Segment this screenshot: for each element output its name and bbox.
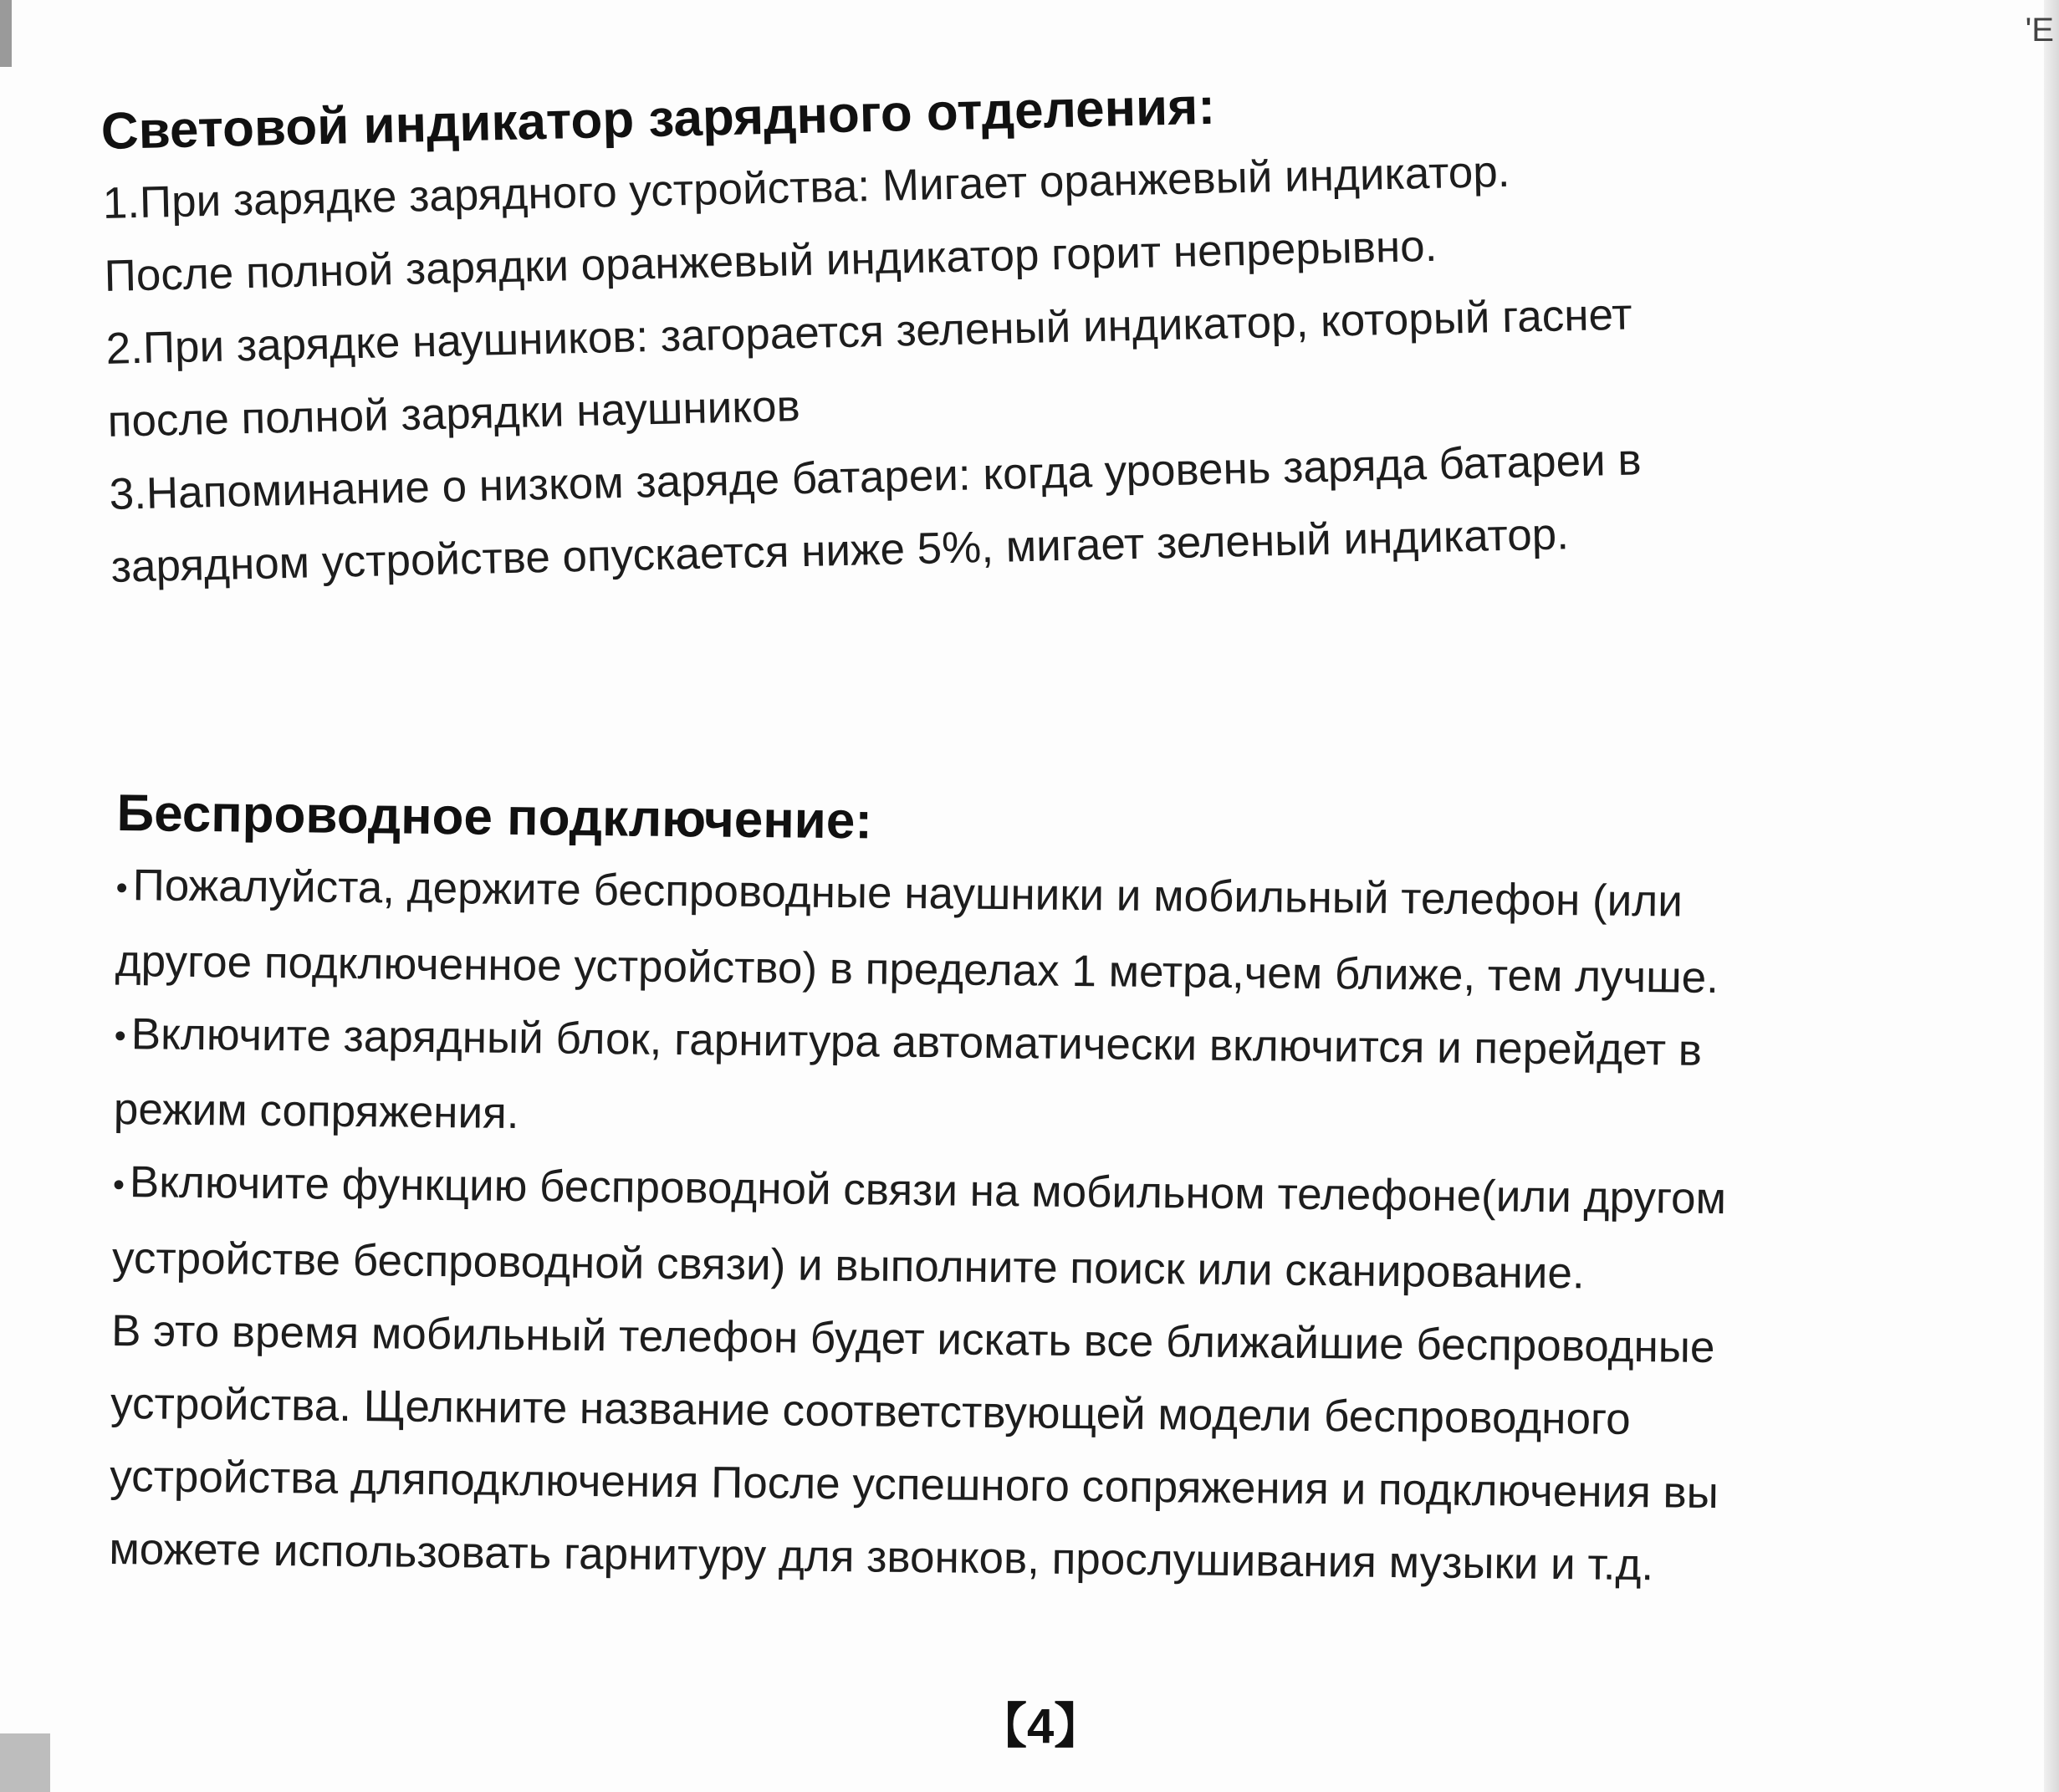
wireless-line-6: устройстве беспроводной связи) и выполните поиск или сканирование.: [111, 1233, 1585, 1298]
led-line-4: после полной зарядки наушников: [107, 381, 801, 447]
bullet-icon: •: [112, 1166, 125, 1203]
page-edge-right: [2044, 0, 2059, 1792]
led-line-3: 2.При зарядке наушников: загорается зеленый индикатор, который гаснет: [105, 289, 1633, 374]
wireless-line-7: В это время мобильный телефон будет искать все ближайшие беспроводные: [110, 1305, 1715, 1372]
bullet-icon: •: [115, 869, 128, 906]
led-line-1: 1.При зарядке зарядного устройства: Мигает оранжевый индикатор.: [102, 146, 1511, 228]
wireless-connection-heading: Беспроводное подключение:: [116, 784, 873, 850]
wireless-connection-section: [109, 782, 1940, 1604]
led-line-5: 3.Напоминание о низком заряде батареи: когда уровень заряда батареи в: [109, 435, 1643, 519]
led-indicator-section: [100, 60, 1867, 603]
wireless-line-4: режим сопряжения.: [113, 1084, 519, 1139]
wireless-line-9: устройства дляподключения После успешного сопряжения и подключения вы: [109, 1451, 1719, 1518]
led-line-6: зарядном устройстве опускается ниже 5%, мигает зеленый индикатор.: [110, 509, 1570, 592]
led-indicator-heading: Световой индикатор зарядного отделения:: [100, 77, 1216, 161]
wireless-line-5: Включите функцию беспроводной связи на мобильном телефоне(или другом: [129, 1157, 1727, 1224]
page-edge-shadow: [0, 0, 12, 67]
wireless-line-10: можете использовать гарнитуру для звонков, прослушивания музыки и т.д.: [109, 1524, 1654, 1590]
corner-mark: 'E: [2025, 12, 2054, 49]
wireless-line-1: Пожалуйста, держите беспроводные наушники и мобильный телефон (или: [132, 860, 1683, 927]
page-number: 【4】: [978, 1699, 1103, 1754]
page-edge-shadow-bottom: [0, 1733, 50, 1792]
led-line-2: После полной зарядки оранжевый индикатор горит непрерывно.: [104, 221, 1438, 301]
bullet-icon: •: [114, 1017, 127, 1055]
wireless-line-8: устройства. Щелкните название соответствующей модели беспроводного: [110, 1378, 1631, 1444]
wireless-line-2: другое подключенное устройство) в пределах 1 метра,чем ближе, тем лучше.: [115, 936, 1719, 1003]
wireless-line-3: Включите зарядный блок, гарнитура автоматически включится и перейдет в: [130, 1008, 1703, 1075]
